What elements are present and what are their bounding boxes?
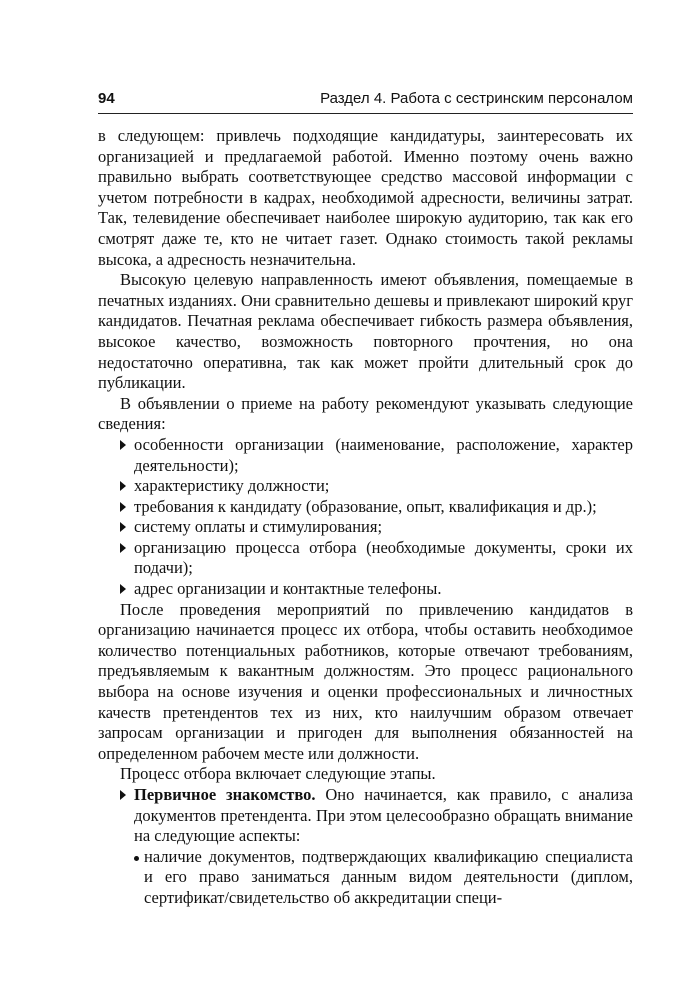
- header-rule: [98, 113, 633, 114]
- running-header: [98, 90, 633, 112]
- ad-requirements-list: [98, 435, 633, 600]
- triangle-bullet-icon: [120, 440, 126, 450]
- triangle-bullet-icon: [120, 522, 126, 532]
- list-item: требования к кандидату (образование, опыт, квалификация и др.);: [98, 497, 633, 518]
- triangle-bullet-icon: [120, 584, 126, 594]
- triangle-bullet-icon: [120, 481, 126, 491]
- page-number: 94: [98, 90, 115, 107]
- list-item: организацию процесса отбора (необходимые документы, сроки их подачи);: [98, 538, 633, 579]
- triangle-bullet-icon: [120, 790, 126, 800]
- paragraph-3: В объявлении о приеме на работу рекомендуют указывать следующие сведения:: [98, 393, 633, 434]
- paragraph-5: Процесс отбора включает следующие этапы.: [120, 764, 436, 784]
- list-item: систему оплаты и стимулирования;: [98, 517, 633, 538]
- list-item: особенности организации (наименование, расположение, характер деятельности);: [98, 435, 633, 476]
- dot-bullet-icon: [134, 856, 139, 861]
- section-title: Раздел 4. Работа с сестринским персоналом: [320, 90, 633, 107]
- list-item: наличие документов, подтверждающих квалификацию специалиста и его право заниматься данным видом деятельности (диплом, сертификат/свидетельство об аккредитации специ-: [98, 847, 633, 909]
- stage-text: Оно начинается, как правило, с анализа документов претендента. При этом целесообразно обращать внимание на следующие аспекты:: [134, 785, 634, 846]
- stage-term: Первичное знакомство.: [134, 785, 316, 804]
- list-item: [98, 785, 633, 847]
- paragraph-2: Высокую целевую направленность имеют объявления, помещаемые в печатных изданиях. Они сравнительно дешевы и привлекают широкий круг кандидатов. Печатная реклама обеспечивает гибкость размера объявления, высокое качество, возможность повторного прочтения, но она недостаточно оперативна, так как может пройти длительный срок до публикации.: [98, 270, 633, 393]
- triangle-bullet-icon: [120, 543, 126, 553]
- list-item: характеристику должности;: [98, 476, 633, 497]
- aspects-list: [98, 847, 633, 909]
- body-text: [98, 126, 633, 909]
- paragraph-1: в следующем: привлечь подходящие кандидатуры, заинтересовать их организацией и предлагаемой работой. Именно поэтому очень важно правильно выбрать соответствующее средство массовой информации с учетом потребности в кадрах, необходимой адресности, величины затрат. Так, телевидение обеспечивает наиболее широкую аудиторию, так как его смотрят даже те, кто не читает газет. Однако стоимость такой рекламы высока, а адресность незначительна.: [98, 126, 633, 269]
- paragraph-4: После проведения мероприятий по привлечению кандидатов в организацию начинается процесс их отбора, чтобы оставить необходимое количество потенциальных работников, которые отвечают требованиям, предъявляемым к вакантным должностям. Это процесс рационального выбора на основе изучения и оценки профессиональных и личностных качеств претендентов тех из них, кто наилучшим образом отвечает запросам организации и пригоден для выполнения обязанностей на определенном рабочем месте или должности.: [98, 599, 633, 763]
- list-item: адрес организации и контактные телефоны.: [98, 579, 633, 600]
- triangle-bullet-icon: [120, 502, 126, 512]
- selection-stages-list: [98, 785, 633, 847]
